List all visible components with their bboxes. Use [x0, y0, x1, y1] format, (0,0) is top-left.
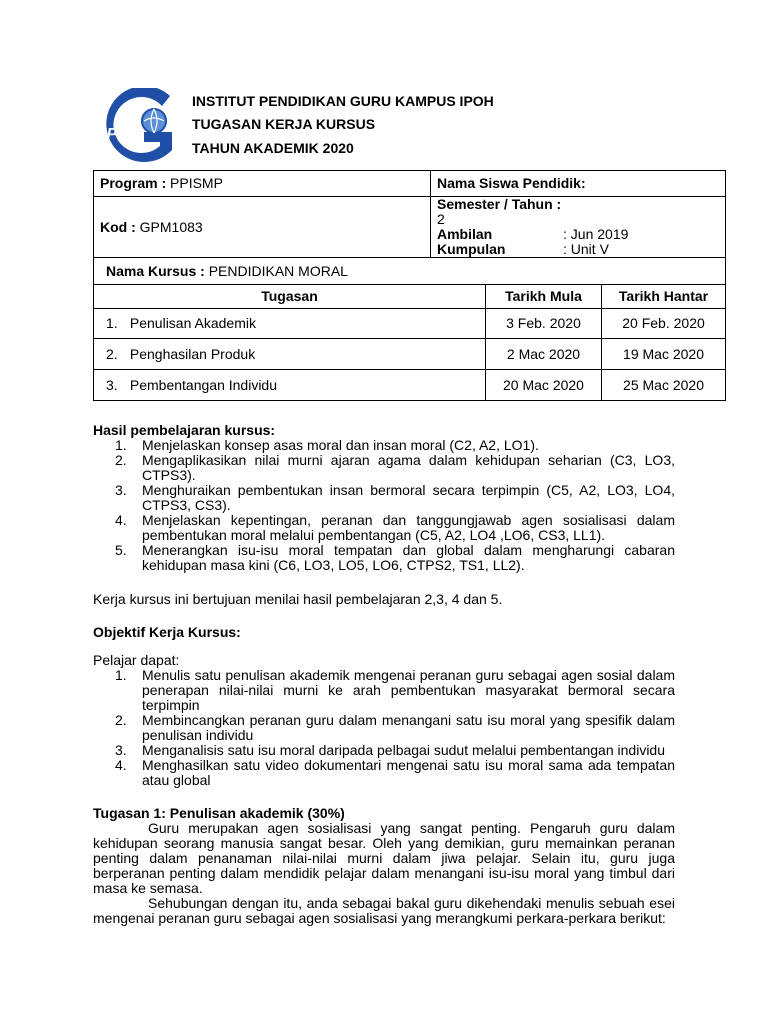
list-item: 1. Menjelaskan konsep asas moral dan insan moral (C2, A2, LO1). [115, 437, 539, 453]
objectives-section [93, 653, 675, 788]
list-item: 4. Menghasilkan satu video dokumentari mengenai satu isu moral sama ada tempatan atau global [115, 757, 675, 788]
list-item: 3. Menghuraikan pembentukan insan bermoral secara terpimpin (C5, A2, LO3, LO4, CTPS3, CS3). [115, 482, 675, 513]
list-item: 2. Mengaplikasikan nilai murni ajaran agama dalam kehidupan seharian (C3, LO3, CTPS3). [115, 452, 675, 483]
outcomes-title: Hasil pembelajaran kursus: [93, 422, 276, 438]
list-item: 5. Menerangkan isu-isu moral tempatan dan global dalam mengharungi cabaran kehidupan masa kini (C6, LO3, LO5, LO6, CTPS2, TS1, LL2). [115, 542, 675, 573]
course-info-table [93, 170, 726, 401]
student-name-cell: Nama Siswa Pendidik: [431, 171, 726, 197]
logo-text: IPG [102, 126, 130, 143]
list-item: 4. Menjelaskan kepentingan, peranan dan tanggungjawab agen sosialisasi dalam pembentukan moral melalui pembentangan (C5, A2, LO4 ,LO6, CS3, LL1). [115, 512, 675, 543]
task1-paragraph-1: Guru merupakan agen sosialisasi yang sangat penting. Pengaruh guru dalam kehidupan seorang manusia sangat besar. Oleh yang demikian, guru memainkan peranan penting dalam penanaman nilai-nilai murni dalam jiwa pelajar. Selain itu, guru juga berperanan penting dalam mendidik pelajar dalam menangani isu-isu moral yang timbul dari masa ke semasa. [93, 820, 675, 896]
ipg-logo [92, 88, 184, 170]
learning-outcomes [93, 423, 675, 573]
tasks-header-tugasan: Tugasan [94, 285, 486, 309]
course-code-cell: Kod : GPM1083 [94, 197, 431, 258]
outcomes-note: Kerja kursus ini bertujuan menilai hasil pembelajaran 2,3, 4 dan 5. [93, 591, 503, 607]
outcomes-list [93, 438, 675, 573]
logo-globe [142, 109, 166, 133]
tasks-header-start: Tarikh Mula [486, 285, 602, 309]
list-item: 3. Menganalisis satu isu moral daripada pelbagai sudut melalui pembentangan individu [115, 742, 665, 758]
institution-name: INSTITUT PENDIDIKAN GURU KAMPUS IPOH [192, 93, 494, 109]
task1-paragraph-2: Sehubungan dengan itu, anda sebagai bakal guru dikehendaki menulis sebuah esei mengenai peranan guru sebagai agen sosialisasi yang merangkumi perkara-perkara berikut: [93, 895, 675, 926]
objectives-title: Objektif Kerja Kursus: [93, 624, 241, 640]
tasks-header-end: Tarikh Hantar [602, 285, 726, 309]
objectives-intro: Pelajar dapat: [93, 652, 180, 668]
list-item: 1. Menulis satu penulisan akademik mengenai peranan guru sebagai agen sosial dalam penerapan nilai-nilai murni ke arah pembentukan masyarakat bermoral secara terpimpin [115, 667, 675, 713]
program-cell: Program : PPISMP [94, 171, 431, 197]
table-row: 1. Penulisan Akademik 3 Feb. 2020 20 Feb. 2020 [94, 309, 726, 339]
task1-title: Tugasan 1: Penulisan akademik (30%) [93, 805, 345, 821]
course-name-cell: Nama Kursus : PENDIDIKAN MORAL [94, 258, 726, 285]
objectives-list [93, 668, 675, 788]
document-type: TUGASAN KERJA KURSUS [192, 116, 376, 132]
academic-year: TAHUN AKADEMIK 2020 [192, 140, 354, 156]
task1-section [93, 806, 675, 926]
table-row: 2. Penghasilan Produk 2 Mac 2020 19 Mac 2020 [94, 339, 726, 370]
list-item: 2. Membincangkan peranan guru dalam menangani satu isu moral yang spesifik dalam penulisan individu [115, 712, 675, 743]
semester-cell: Semester / Tahun : 2 Ambilan : Jun 2019 Kumpulan : Unit V [431, 197, 726, 258]
table-row: 3. Pembentangan Individu 20 Mac 2020 25 Mac 2020 [94, 370, 726, 401]
